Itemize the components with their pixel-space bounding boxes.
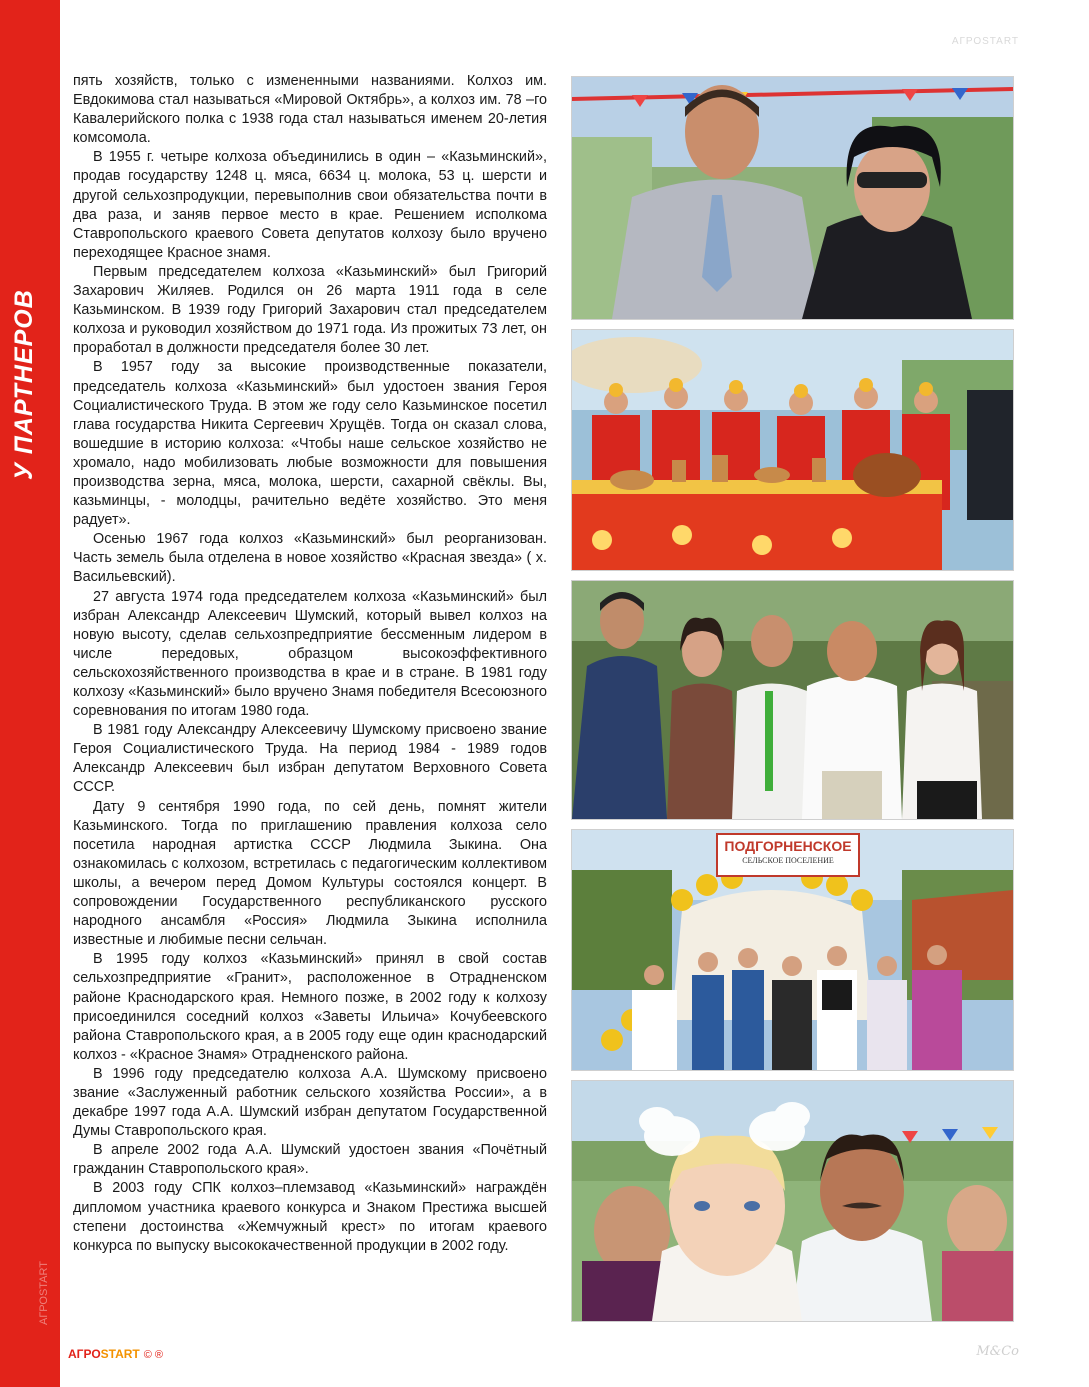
photo-couple-portrait (571, 76, 1014, 320)
article-paragraph: В 1955 г. четыре колхоза объединились в один – «Казьминский», продав государству 1248 ц. мяса, 6634 ц. молока, 53 ц. шерсти и другой сельхозпродукции, перевыполнив свои обязательства почти в два раза, и заняв первое место в крае. Решением исполкома Ставропольского краевого Совета депутатов колхозу было вручено переходящее Красное знамя. (73, 149, 547, 261)
footer-logo-start: START (100, 1347, 140, 1361)
footer-logo (68, 1347, 163, 1361)
photo-folk-choir-table (571, 329, 1014, 571)
article-paragraph: В 1996 году председателю колхоза А.А. Шумскому присвоено звание «Заслуженный работник сельского хозяйства России», а в декабре 1997 года А.А. Шумский избран депутатом Государственной Думы Ставропольского края. (73, 1065, 547, 1140)
section-sidebar (0, 0, 60, 1387)
sidebar-brand-mark: АГРОSTART (38, 1261, 50, 1325)
booth-sign-subtitle: СЕЛЬСКОЕ ПОСЕЛЕНИЕ (742, 856, 834, 865)
article-paragraph: В 1957 году за высокие производственные показатели, председатель колхоза «Казьминский» был удостоен звания Героя Социалистического Труда. В этом же году село Казьминское посетил глава государства Никита Сергеевич Хрущёв. Тогда он сказал слова, вошедшие в историю колхоза: «Чтобы наше сельское хозяйство не хромало, надо мобилизовать любые возможности для повышения производства зерна, мяса, молока, шерсти, сахарной свёклы. Вы, казьминцы, - молодцы, рачительно ведёте хозяйство. Это меня радует». (73, 359, 547, 529)
article-paragraph: В апреле 2002 года А.А. Шумский удостоен звания «Почётный гражданин Ставропольского края». (73, 1142, 547, 1178)
footer-logo-agro: АГРО (68, 1347, 101, 1361)
photo-column (571, 76, 1014, 1331)
article-paragraph: В 2003 году СПК колхоз–племзавод «Казьминский» награждён дипломом участника краевого конкурса и Знаком Престижа высшей степени достоинства «Жемчужный крест» по итогам краевого конкурса по выпуску высококачественной продукции в 2002 году. (73, 1180, 547, 1254)
article-paragraph: 27 августа 1974 года председателем колхоза «Казьминский» был избран Александр Алексеевич Шумский, который вывел колхоз на новую высоту, сделав сельхозпредприятие бессменным лидером в числе передовых, образцом высокоэффективного сельскохозяйственного производства в крае и в стране. В 1981 году колхозу «Казьминский» было вручено Знамя победителя Всесоюзного соревнования по итогам 1980 года. (73, 588, 547, 720)
section-title: У ПАРТНЕРОВ (10, 289, 38, 480)
article-paragraph: Первым председателем колхоза «Казьминский» был Григорий Захарович Жиляев. Родился он 26 марта 1911 года в селе Казьминском. В 1939 году Григорий Захарович стал председателем колхоза и руководил хозяйством до 1971 года. Из прожитых 73 лет, он проработал в должности председателя более 30 лет. (73, 263, 547, 357)
article-paragraph: Дату 9 сентября 1990 года, по сей день, помнят жители Казьминского. Тогда по приглашению правления колхоза село посетила народная артистка СССР Людмила Зыкина. Она ознакомилась с колхозом, встретилась с педагогическим коллективом школы, а вечером перед Домом Культуры состоялся концерт. В сопровождении Государственного республиканского русского народного ансамбля «Россия» Людмила Зыкина исполнила известные и любимые песни сельчан. (73, 798, 547, 949)
footer-logo-symbols: © ® (143, 1349, 164, 1361)
header-brand-mark: АГРОSTART (951, 36, 1019, 47)
article-paragraph: В 1995 году колхоз «Казьминский» принял в свой состав сельхозпредприятие «Гранит», расположенное в Отрадненском районе Краснодарского края. Немного позже, в 2002 году к колхозу присоединился соседний колхоз «Заветы Ильича» Кочубеевского района Ставропольского края, а в 2005 году еще один краснодарский колхоз - «Красное Знамя» Отрадненского района. (73, 951, 547, 1063)
article-paragraph: Осенью 1967 года колхоз «Казьминский» был реорганизован. Часть земель была отделена в новое хозяйство «Красная звезда» ( х. Васильевский). (73, 531, 547, 586)
article-body (73, 72, 547, 1256)
photo-podgornenskoe-booth (571, 829, 1014, 1071)
article-paragraph: В 1981 году Александру Алексеевичу Шумскому присвоено звание Героя Социалистического Труда. На период 1984 - 1989 годов Александр Алексеевич был избран депутатом Верховного Совета СССР. (73, 722, 547, 796)
photo-girl-and-man (571, 1080, 1014, 1322)
photo-group-five-people (571, 580, 1014, 820)
article-paragraph: пять хозяйств, только с измененными названиями. Колхоз им. Евдокимова стал называться «Мировой Октябрь», а колхоз им. 78 –го Кавалерийского полка с 1938 года стал называться именем 20-летия комсомола. (73, 73, 547, 147)
booth-sign-title: ПОДГОРНЕНСКОЕ (724, 838, 852, 854)
footer-signature: M&Co (976, 1344, 1019, 1359)
